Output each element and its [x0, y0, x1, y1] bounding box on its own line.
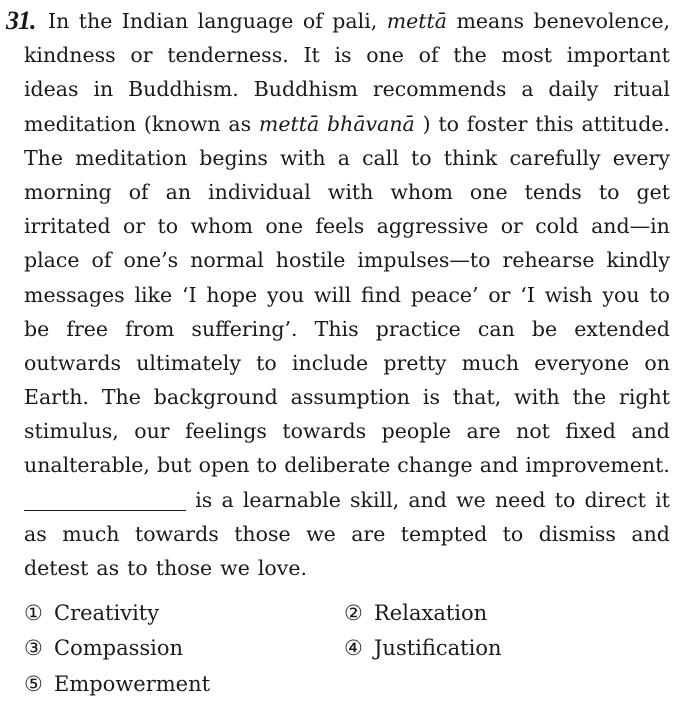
- passage-word: as: [228, 111, 252, 136]
- passage-word: direct: [584, 487, 646, 512]
- passage-word: our: [134, 419, 170, 444]
- passage-word: ideas: [24, 77, 79, 102]
- passage-line: [24, 414, 670, 448]
- passage-word: to: [649, 282, 670, 307]
- passage-word: be: [24, 316, 50, 341]
- passage-word: to: [157, 214, 179, 239]
- passage-term: mettā: [386, 9, 448, 33]
- passage-word: hostile: [275, 248, 346, 273]
- passage-word: kindly: [606, 248, 670, 273]
- passage-word: is: [334, 43, 352, 68]
- passage-word: the: [78, 9, 113, 33]
- passage-word: of: [128, 179, 149, 204]
- option-marker: ①: [24, 601, 43, 625]
- passage-word: hope: [206, 282, 258, 307]
- passage-word: tempted: [400, 521, 488, 546]
- passage-line: [24, 107, 670, 141]
- passage-word: are: [466, 419, 501, 444]
- passage-word: assumption: [290, 385, 411, 410]
- passage-word: those: [155, 556, 213, 580]
- passage-word: much: [461, 350, 520, 375]
- passage-word: tenderness.: [167, 43, 289, 68]
- passage-word: meditation: [24, 111, 137, 136]
- passage-word: learnable: [242, 487, 341, 512]
- passage-line: [24, 517, 670, 551]
- passage-line: [24, 243, 670, 277]
- passage-word: as: [24, 521, 47, 546]
- passage-word: feels: [315, 214, 365, 239]
- passage-word: to: [502, 521, 524, 546]
- passage-word: of: [302, 9, 323, 33]
- passage-word: dismiss: [538, 521, 616, 546]
- passage-word: background: [153, 385, 278, 410]
- passage-word: deliberate: [284, 453, 391, 478]
- passage-word: important: [566, 43, 670, 68]
- passage-word: place: [24, 248, 80, 273]
- option-label: Justification: [374, 636, 502, 660]
- passage-word: practice: [375, 316, 461, 341]
- passage-word: outwards: [24, 350, 121, 375]
- passage-word: stimulus,: [24, 419, 119, 444]
- passage-word: peace’: [410, 282, 479, 307]
- passage-word: to: [438, 111, 459, 136]
- passage-word: to: [554, 487, 576, 512]
- option-label: Creativity: [54, 601, 160, 625]
- passage-term: mettā: [258, 111, 320, 136]
- passage-word: ‘I: [520, 282, 535, 307]
- passage-word: It: [303, 43, 320, 68]
- passage-word: ritual: [613, 77, 670, 102]
- question-passage: [24, 4, 670, 585]
- question-number: 31.: [6, 6, 36, 35]
- passage-word: Buddhism: [253, 77, 358, 102]
- passage-line: [24, 175, 670, 209]
- answer-option-2[interactable]: [344, 598, 487, 628]
- passage-word: Indian: [121, 9, 189, 33]
- answer-option-5[interactable]: [24, 669, 210, 699]
- passage-word: (known: [143, 111, 221, 136]
- passage-word: include: [291, 350, 369, 375]
- passage-word: to: [598, 179, 620, 204]
- passage-word: much: [62, 521, 120, 546]
- passage-word: This: [314, 316, 359, 341]
- passage-word: on: [644, 350, 670, 375]
- passage-word: a: [221, 487, 234, 512]
- passage-word: extended: [574, 316, 670, 341]
- passage-word: in: [93, 77, 114, 102]
- passage-word: attitude.: [581, 111, 670, 136]
- passage-word: with: [327, 179, 374, 204]
- option-label: Relaxation: [374, 601, 488, 625]
- passage-word: meditation: [75, 145, 188, 170]
- passage-line: [24, 209, 670, 243]
- option-label: Empowerment: [54, 672, 211, 696]
- passage-word: towards: [282, 419, 367, 444]
- passage-line: [24, 346, 670, 380]
- passage-word: Buddhism.: [128, 77, 239, 102]
- passage-word: is: [195, 487, 213, 512]
- passage-word: and: [479, 453, 519, 478]
- passage-word: everyone: [534, 350, 630, 375]
- passage-word: open: [198, 453, 250, 478]
- passage-word: but: [156, 453, 192, 478]
- passage-line: [24, 4, 670, 38]
- passage-word: and: [631, 419, 670, 444]
- passage-word: or: [500, 214, 523, 239]
- passage-word: every: [612, 145, 670, 170]
- passage-term: bhāvanā: [327, 111, 415, 136]
- passage-word: of: [418, 43, 439, 68]
- passage-word: or: [123, 214, 146, 239]
- passage-word: right: [619, 385, 670, 410]
- passage-word: whom: [190, 214, 253, 239]
- passage-word: skill,: [350, 487, 400, 512]
- passage-word: morning: [24, 179, 112, 204]
- passage-word: irritated: [24, 214, 111, 239]
- passage-word: it: [655, 487, 670, 512]
- passage-word: we: [220, 556, 250, 580]
- passage-word: messages: [24, 282, 125, 307]
- passage-word: one: [265, 214, 304, 239]
- passage-word: unalterable,: [24, 453, 150, 478]
- passage-word: people: [381, 419, 452, 444]
- passage-word: aggressive: [376, 214, 489, 239]
- passage-word: to: [411, 145, 432, 170]
- passage-word: to: [127, 556, 148, 580]
- passage-word: one: [469, 179, 508, 204]
- passage-line: [24, 448, 670, 482]
- option-marker: ⑤: [24, 672, 43, 696]
- passage-word: impulses—to: [357, 248, 491, 273]
- passage-line: [24, 72, 670, 106]
- passage-word: normal: [190, 248, 264, 273]
- passage-line: [24, 278, 670, 312]
- passage-word: with: [514, 385, 560, 410]
- passage-word: In: [48, 9, 70, 33]
- passage-word: one’s: [123, 248, 179, 273]
- passage-word: with: [280, 145, 326, 170]
- passage-word: individual: [208, 179, 311, 204]
- option-label: Compassion: [54, 636, 184, 660]
- answer-blank: [24, 492, 186, 511]
- passage-word: and: [631, 521, 670, 546]
- passage-word: we: [456, 487, 486, 512]
- passage-word: love.: [257, 556, 307, 580]
- passage-word: daily: [548, 77, 599, 102]
- passage-line: [24, 38, 670, 72]
- passage-word: as: [96, 556, 120, 580]
- passage-word: this: [535, 111, 574, 136]
- passage-word: wish: [544, 282, 593, 307]
- passage-word: language: [197, 9, 294, 33]
- answer-option-1[interactable]: [24, 598, 159, 628]
- passage-word: to: [256, 350, 277, 375]
- passage-word: a: [337, 145, 350, 170]
- passage-word: foster: [466, 111, 528, 136]
- passage-word: find: [361, 282, 402, 307]
- passage-line: [24, 312, 670, 346]
- passage-word: that,: [452, 385, 502, 410]
- passage-word: an: [165, 179, 192, 204]
- passage-word: the: [453, 43, 487, 68]
- passage-word: to: [256, 453, 278, 478]
- passage-line: [24, 380, 670, 414]
- passage-word: fixed: [565, 419, 616, 444]
- passage-word: whom: [390, 179, 453, 204]
- passage-word: and: [408, 487, 447, 512]
- passage-word: rehearse: [502, 248, 595, 273]
- option-marker: ③: [24, 636, 43, 660]
- passage-word: or: [130, 43, 153, 68]
- passage-word: pali,: [332, 9, 378, 33]
- passage-word: like: [134, 282, 173, 307]
- passage-word: improvement.: [525, 453, 670, 478]
- passage-word: cold: [535, 214, 579, 239]
- passage-word: will: [314, 282, 352, 307]
- passage-word: tends: [524, 179, 582, 204]
- passage-word: call: [362, 145, 399, 170]
- passage-word: towards: [134, 521, 219, 546]
- passage-line: [24, 141, 670, 175]
- passage-word: detest: [24, 556, 89, 580]
- passage-word: The: [101, 385, 141, 410]
- passage-word: be: [531, 316, 558, 341]
- passage-word: we: [306, 521, 336, 546]
- passage-word: suffering’.: [191, 316, 298, 341]
- passage-word: from: [125, 316, 175, 341]
- passage-word: the: [572, 385, 607, 410]
- passage-word: feelings: [185, 419, 267, 444]
- passage-word: is: [422, 385, 440, 410]
- passage-word: recommends: [372, 77, 507, 102]
- passage-word: one: [366, 43, 404, 68]
- passage-word: carefully: [509, 145, 601, 170]
- passage-word: can: [477, 316, 515, 341]
- passage-word: Earth.: [24, 385, 89, 410]
- passage-word: a: [521, 77, 534, 102]
- option-marker: ②: [344, 601, 363, 625]
- passage-word: kindness: [24, 43, 116, 68]
- passage-line: [24, 551, 670, 585]
- passage-word: most: [501, 43, 553, 68]
- passage-word: not: [516, 419, 550, 444]
- passage-word: benevolence,: [533, 9, 670, 33]
- answer-option-4[interactable]: [344, 633, 502, 663]
- passage-word: think: [443, 145, 498, 170]
- passage-word: and—in: [591, 214, 670, 239]
- passage-word: ultimately: [136, 350, 241, 375]
- passage-word: get: [636, 179, 670, 204]
- passage-word: or: [488, 282, 511, 307]
- passage-word: ): [422, 111, 431, 136]
- passage-word: means: [456, 9, 524, 33]
- passage-word: The: [24, 145, 64, 170]
- passage-word: you: [602, 282, 640, 307]
- option-marker: ④: [344, 636, 363, 660]
- passage-word: need: [494, 487, 546, 512]
- passage-word: those: [234, 521, 291, 546]
- passage-word: pretty: [383, 350, 447, 375]
- passage-line: [24, 483, 670, 517]
- answer-option-3[interactable]: [24, 633, 183, 663]
- passage-word: you: [267, 282, 305, 307]
- passage-word: change: [397, 453, 473, 478]
- passage-word: ‘I: [181, 282, 197, 307]
- passage-word: of: [91, 248, 112, 273]
- passage-word: are: [351, 521, 386, 546]
- passage-word: free: [66, 316, 109, 341]
- passage-word: begins: [199, 145, 268, 170]
